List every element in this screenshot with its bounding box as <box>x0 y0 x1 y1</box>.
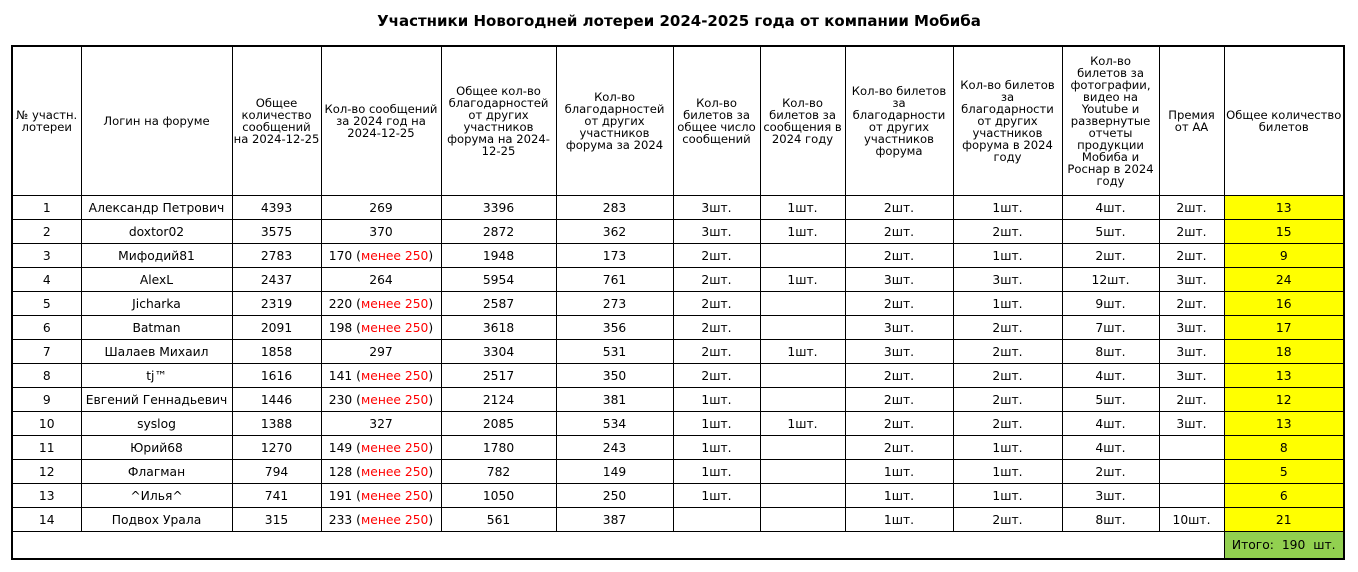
cell-messages-2024: 198 (менее 250) <box>321 316 441 340</box>
table-row <box>12 220 1344 244</box>
cell-number: 1 <box>12 196 81 220</box>
below-threshold-note: менее 250 <box>360 392 429 407</box>
cell-tickets-media: 2шт. <box>1062 460 1159 484</box>
cell-tickets-messages-2024 <box>760 508 845 532</box>
cell-total-tickets: 17 <box>1224 316 1344 340</box>
cell-total-messages: 741 <box>232 484 321 508</box>
cell-tickets-thanks: 2шт. <box>845 364 953 388</box>
cell-tickets-media: 12шт. <box>1062 268 1159 292</box>
cell-total-thanks: 2517 <box>441 364 556 388</box>
cell-total-tickets: 5 <box>1224 460 1344 484</box>
cell-tickets-thanks: 2шт. <box>845 244 953 268</box>
cell-thanks-2024: 761 <box>556 268 673 292</box>
cell-number: 10 <box>12 412 81 436</box>
cell-tickets-media: 4шт. <box>1062 364 1159 388</box>
cell-thanks-2024: 362 <box>556 220 673 244</box>
cell-bonus: 3шт. <box>1159 364 1224 388</box>
cell-messages-2024 <box>321 220 441 244</box>
cell-messages-2024: 128 (менее 250) <box>321 460 441 484</box>
messages-2024-value: 220 <box>328 296 353 311</box>
cell-tickets-messages-2024 <box>760 292 845 316</box>
cell-tickets-media: 2шт. <box>1062 244 1159 268</box>
cell-thanks-2024: 350 <box>556 364 673 388</box>
cell-tickets-thanks-2024: 2шт. <box>953 508 1062 532</box>
cell-tickets-media: 4шт. <box>1062 412 1159 436</box>
cell-tickets-messages-2024: 1шт. <box>760 220 845 244</box>
cell-messages-2024 <box>321 412 441 436</box>
cell-messages-2024: 149 (менее 250) <box>321 436 441 460</box>
cell-bonus: 2шт. <box>1159 388 1224 412</box>
cell-number: 8 <box>12 364 81 388</box>
cell-total-tickets: 21 <box>1224 508 1344 532</box>
messages-2024-value: 370 <box>369 224 393 239</box>
cell-messages-2024: 191 (менее 250) <box>321 484 441 508</box>
cell-number: 3 <box>12 244 81 268</box>
cell-thanks-2024: 273 <box>556 292 673 316</box>
cell-tickets-thanks-2024: 3шт. <box>953 268 1062 292</box>
cell-tickets-thanks: 2шт. <box>845 436 953 460</box>
cell-total-messages: 1446 <box>232 388 321 412</box>
cell-tickets-media: 9шт. <box>1062 292 1159 316</box>
cell-tickets-messages: 1шт. <box>673 484 760 508</box>
table-row <box>12 316 1344 340</box>
table-row <box>12 436 1344 460</box>
messages-2024-value: 170 <box>328 248 353 263</box>
cell-number: 5 <box>12 292 81 316</box>
cell-tickets-thanks: 1шт. <box>845 460 953 484</box>
cell-tickets-thanks-2024: 1шт. <box>953 460 1062 484</box>
messages-2024-value: 141 <box>328 368 353 383</box>
col-header-tickets-media: Кол-во билетов за фотографии, видео на Youtube и развернутые отчеты продукции Мобиба и Роснар в 2024 году <box>1062 46 1159 196</box>
cell-tickets-media: 4шт. <box>1062 196 1159 220</box>
cell-bonus: 2шт. <box>1159 220 1224 244</box>
cell-tickets-messages: 2шт. <box>673 292 760 316</box>
cell-total-tickets: 8 <box>1224 436 1344 460</box>
cell-messages-2024: 230 (менее 250) <box>321 388 441 412</box>
messages-2024-value: 297 <box>369 344 393 359</box>
cell-total-messages: 1616 <box>232 364 321 388</box>
cell-tickets-messages: 2шт. <box>673 316 760 340</box>
cell-messages-2024: 141 (менее 250) <box>321 364 441 388</box>
cell-tickets-thanks: 3шт. <box>845 316 953 340</box>
table-row <box>12 340 1344 364</box>
cell-total-tickets: 13 <box>1224 364 1344 388</box>
cell-tickets-thanks: 1шт. <box>845 484 953 508</box>
table-row <box>12 244 1344 268</box>
cell-thanks-2024: 531 <box>556 340 673 364</box>
below-threshold-note: менее 250 <box>360 440 429 455</box>
cell-tickets-messages-2024 <box>760 460 845 484</box>
cell-tickets-messages <box>673 508 760 532</box>
cell-total-messages: 2437 <box>232 268 321 292</box>
cell-total-tickets: 15 <box>1224 220 1344 244</box>
below-threshold-note: менее 250 <box>360 248 429 263</box>
cell-tickets-thanks: 2шт. <box>845 412 953 436</box>
grand-total-unit: шт. <box>1313 538 1336 552</box>
cell-tickets-thanks: 2шт. <box>845 220 953 244</box>
cell-tickets-thanks-2024: 1шт. <box>953 196 1062 220</box>
cell-tickets-messages-2024 <box>760 484 845 508</box>
cell-bonus: 10шт. <box>1159 508 1224 532</box>
cell-tickets-thanks: 3шт. <box>845 268 953 292</box>
cell-tickets-messages: 2шт. <box>673 364 760 388</box>
cell-bonus <box>1159 436 1224 460</box>
cell-login: Шалаев Михаил <box>81 340 232 364</box>
cell-tickets-media: 5шт. <box>1062 220 1159 244</box>
cell-tickets-messages-2024 <box>760 436 845 460</box>
cell-total-messages: 1388 <box>232 412 321 436</box>
cell-login: Юрий68 <box>81 436 232 460</box>
cell-total-thanks: 2124 <box>441 388 556 412</box>
cell-login: Александр Петрович <box>81 196 232 220</box>
cell-number: 11 <box>12 436 81 460</box>
cell-bonus: 3шт. <box>1159 316 1224 340</box>
cell-tickets-thanks-2024: 1шт. <box>953 436 1062 460</box>
messages-2024-value: 264 <box>369 272 393 287</box>
cell-total-messages: 2091 <box>232 316 321 340</box>
cell-thanks-2024: 387 <box>556 508 673 532</box>
cell-tickets-media: 7шт. <box>1062 316 1159 340</box>
col-header-tickets-thanks-2024: Кол-во билетов за благодарности от других участников форума в 2024 году <box>953 46 1062 196</box>
cell-messages-2024 <box>321 268 441 292</box>
below-threshold-note: менее 250 <box>360 464 429 479</box>
cell-total-thanks: 5954 <box>441 268 556 292</box>
cell-total-thanks: 561 <box>441 508 556 532</box>
cell-thanks-2024: 534 <box>556 412 673 436</box>
cell-total-tickets: 16 <box>1224 292 1344 316</box>
messages-2024-value: 191 <box>328 488 353 503</box>
cell-total-messages: 794 <box>232 460 321 484</box>
table-row <box>12 460 1344 484</box>
cell-total-thanks: 1780 <box>441 436 556 460</box>
messages-2024-value: 269 <box>369 200 393 215</box>
col-header-total-tickets: Общее количество билетов <box>1224 46 1344 196</box>
cell-total-thanks: 3618 <box>441 316 556 340</box>
cell-login: syslog <box>81 412 232 436</box>
cell-thanks-2024: 356 <box>556 316 673 340</box>
lottery-table <box>11 45 1345 560</box>
cell-tickets-thanks: 2шт. <box>845 292 953 316</box>
cell-number: 7 <box>12 340 81 364</box>
cell-total-messages: 2783 <box>232 244 321 268</box>
cell-tickets-thanks-2024: 2шт. <box>953 388 1062 412</box>
table-row <box>12 364 1344 388</box>
cell-login: tj™ <box>81 364 232 388</box>
messages-2024-value: 327 <box>369 416 393 431</box>
cell-total-tickets: 13 <box>1224 196 1344 220</box>
messages-2024-value: 233 <box>328 512 353 527</box>
cell-number: 12 <box>12 460 81 484</box>
cell-total-messages: 3575 <box>232 220 321 244</box>
cell-bonus: 2шт. <box>1159 292 1224 316</box>
grand-total-label: Итого: <box>1231 538 1274 552</box>
cell-tickets-messages: 1шт. <box>673 460 760 484</box>
cell-tickets-messages-2024 <box>760 364 845 388</box>
below-threshold-note: менее 250 <box>360 368 429 383</box>
below-threshold-note: менее 250 <box>360 488 429 503</box>
cell-thanks-2024: 283 <box>556 196 673 220</box>
cell-login: Мифодий81 <box>81 244 232 268</box>
col-header-tickets-thanks: Кол-во билетов за благодарности от других участников форума <box>845 46 953 196</box>
col-header-tickets-messages: Кол-во билетов за общее число сообщений <box>673 46 760 196</box>
cell-login: Евгений Геннадьевич <box>81 388 232 412</box>
cell-tickets-media: 8шт. <box>1062 340 1159 364</box>
cell-total-thanks: 1050 <box>441 484 556 508</box>
cell-thanks-2024: 173 <box>556 244 673 268</box>
cell-tickets-media: 3шт. <box>1062 484 1159 508</box>
cell-total-thanks: 2872 <box>441 220 556 244</box>
cell-messages-2024 <box>321 340 441 364</box>
cell-login: Флагман <box>81 460 232 484</box>
cell-login: Batman <box>81 316 232 340</box>
cell-login: doxtor02 <box>81 220 232 244</box>
cell-tickets-media: 5шт. <box>1062 388 1159 412</box>
col-header-tickets-messages-2024: Кол-во билетов за сообщения в 2024 году <box>760 46 845 196</box>
table-row <box>12 292 1344 316</box>
cell-total-tickets: 12 <box>1224 388 1344 412</box>
cell-thanks-2024: 149 <box>556 460 673 484</box>
cell-bonus <box>1159 460 1224 484</box>
cell-bonus: 3шт. <box>1159 340 1224 364</box>
col-header-total-thanks: Общее кол-во благодарностей от других участников форума на 2024-12-25 <box>441 46 556 196</box>
cell-total-tickets: 18 <box>1224 340 1344 364</box>
cell-thanks-2024: 381 <box>556 388 673 412</box>
cell-tickets-thanks-2024: 2шт. <box>953 340 1062 364</box>
below-threshold-note: менее 250 <box>360 320 429 335</box>
cell-messages-2024: 170 (менее 250) <box>321 244 441 268</box>
cell-total-messages: 4393 <box>232 196 321 220</box>
table-row <box>12 484 1344 508</box>
col-header-thanks-2024: Кол-во благодарностей от других участников форума за 2024 <box>556 46 673 196</box>
cell-total-thanks: 1948 <box>441 244 556 268</box>
cell-tickets-thanks: 2шт. <box>845 196 953 220</box>
col-header-total-messages: Общее количество сообщений на 2024-12-25 <box>232 46 321 196</box>
cell-tickets-messages: 3шт. <box>673 196 760 220</box>
cell-number: 9 <box>12 388 81 412</box>
cell-thanks-2024: 250 <box>556 484 673 508</box>
cell-total-thanks: 3396 <box>441 196 556 220</box>
cell-tickets-thanks: 1шт. <box>845 508 953 532</box>
cell-tickets-messages: 1шт. <box>673 436 760 460</box>
cell-login: AlexL <box>81 268 232 292</box>
page-title: Участники Новогодней лотереи 2024-2025 года от компании Мобиба <box>377 12 981 30</box>
table-row <box>12 388 1344 412</box>
col-header-login: Логин на форуме <box>81 46 232 196</box>
cell-total-tickets: 24 <box>1224 268 1344 292</box>
cell-tickets-messages-2024: 1шт. <box>760 268 845 292</box>
cell-tickets-messages: 1шт. <box>673 412 760 436</box>
table-row <box>12 268 1344 292</box>
cell-tickets-thanks-2024: 1шт. <box>953 484 1062 508</box>
col-header-bonus: Премия от АА <box>1159 46 1224 196</box>
table-row <box>12 508 1344 532</box>
cell-messages-2024 <box>321 196 441 220</box>
messages-2024-value: 149 <box>328 440 353 455</box>
cell-total-tickets: 6 <box>1224 484 1344 508</box>
cell-tickets-media: 4шт. <box>1062 436 1159 460</box>
header-row <box>12 46 1344 196</box>
cell-thanks-2024: 243 <box>556 436 673 460</box>
messages-2024-value: 198 <box>328 320 353 335</box>
cell-tickets-thanks: 2шт. <box>845 388 953 412</box>
cell-login: Подвох Урала <box>81 508 232 532</box>
cell-tickets-messages-2024: 1шт. <box>760 340 845 364</box>
cell-total-messages: 315 <box>232 508 321 532</box>
cell-tickets-messages-2024: 1шт. <box>760 196 845 220</box>
cell-tickets-thanks-2024: 2шт. <box>953 364 1062 388</box>
cell-tickets-messages: 2шт. <box>673 268 760 292</box>
col-header-messages-2024: Кол-во сообщений за 2024 год на 2024-12-25 <box>321 46 441 196</box>
table-row <box>12 196 1344 220</box>
messages-2024-value: 128 <box>328 464 353 479</box>
cell-tickets-thanks: 3шт. <box>845 340 953 364</box>
cell-total-thanks: 2085 <box>441 412 556 436</box>
cell-number: 13 <box>12 484 81 508</box>
cell-login: ^Илья^ <box>81 484 232 508</box>
below-threshold-note: менее 250 <box>360 512 429 527</box>
messages-2024-value: 230 <box>328 392 353 407</box>
cell-bonus: 2шт. <box>1159 196 1224 220</box>
cell-messages-2024: 233 (менее 250) <box>321 508 441 532</box>
cell-bonus: 2шт. <box>1159 244 1224 268</box>
cell-tickets-thanks-2024: 2шт. <box>953 220 1062 244</box>
cell-total-tickets: 9 <box>1224 244 1344 268</box>
below-threshold-note: менее 250 <box>360 296 429 311</box>
cell-total-messages: 1858 <box>232 340 321 364</box>
grand-total-value: 190 <box>1281 538 1306 552</box>
cell-tickets-thanks-2024: 1шт. <box>953 292 1062 316</box>
cell-tickets-media: 8шт. <box>1062 508 1159 532</box>
cell-bonus: 3шт. <box>1159 268 1224 292</box>
cell-tickets-messages-2024: 1шт. <box>760 412 845 436</box>
grand-total-cell <box>1224 532 1344 560</box>
cell-total-thanks: 782 <box>441 460 556 484</box>
cell-tickets-thanks-2024: 1шт. <box>953 244 1062 268</box>
cell-tickets-thanks-2024: 2шт. <box>953 412 1062 436</box>
cell-tickets-messages-2024 <box>760 244 845 268</box>
cell-messages-2024: 220 (менее 250) <box>321 292 441 316</box>
cell-total-tickets: 13 <box>1224 412 1344 436</box>
cell-tickets-thanks-2024: 2шт. <box>953 316 1062 340</box>
cell-bonus <box>1159 484 1224 508</box>
cell-bonus: 3шт. <box>1159 412 1224 436</box>
cell-login: Jicharka <box>81 292 232 316</box>
cell-total-thanks: 2587 <box>441 292 556 316</box>
col-header-number: № участн. лотереи <box>12 46 81 196</box>
cell-number: 6 <box>12 316 81 340</box>
cell-total-messages: 2319 <box>232 292 321 316</box>
cell-total-thanks: 3304 <box>441 340 556 364</box>
table-row <box>12 412 1344 436</box>
cell-number: 2 <box>12 220 81 244</box>
cell-tickets-messages-2024 <box>760 316 845 340</box>
cell-total-messages: 1270 <box>232 436 321 460</box>
summary-row <box>12 532 1344 560</box>
summary-spacer <box>12 532 1224 560</box>
cell-tickets-messages-2024 <box>760 388 845 412</box>
cell-tickets-messages: 2шт. <box>673 340 760 364</box>
cell-tickets-messages: 2шт. <box>673 244 760 268</box>
cell-number: 4 <box>12 268 81 292</box>
cell-number: 14 <box>12 508 81 532</box>
cell-tickets-messages: 3шт. <box>673 220 760 244</box>
cell-tickets-messages: 1шт. <box>673 388 760 412</box>
